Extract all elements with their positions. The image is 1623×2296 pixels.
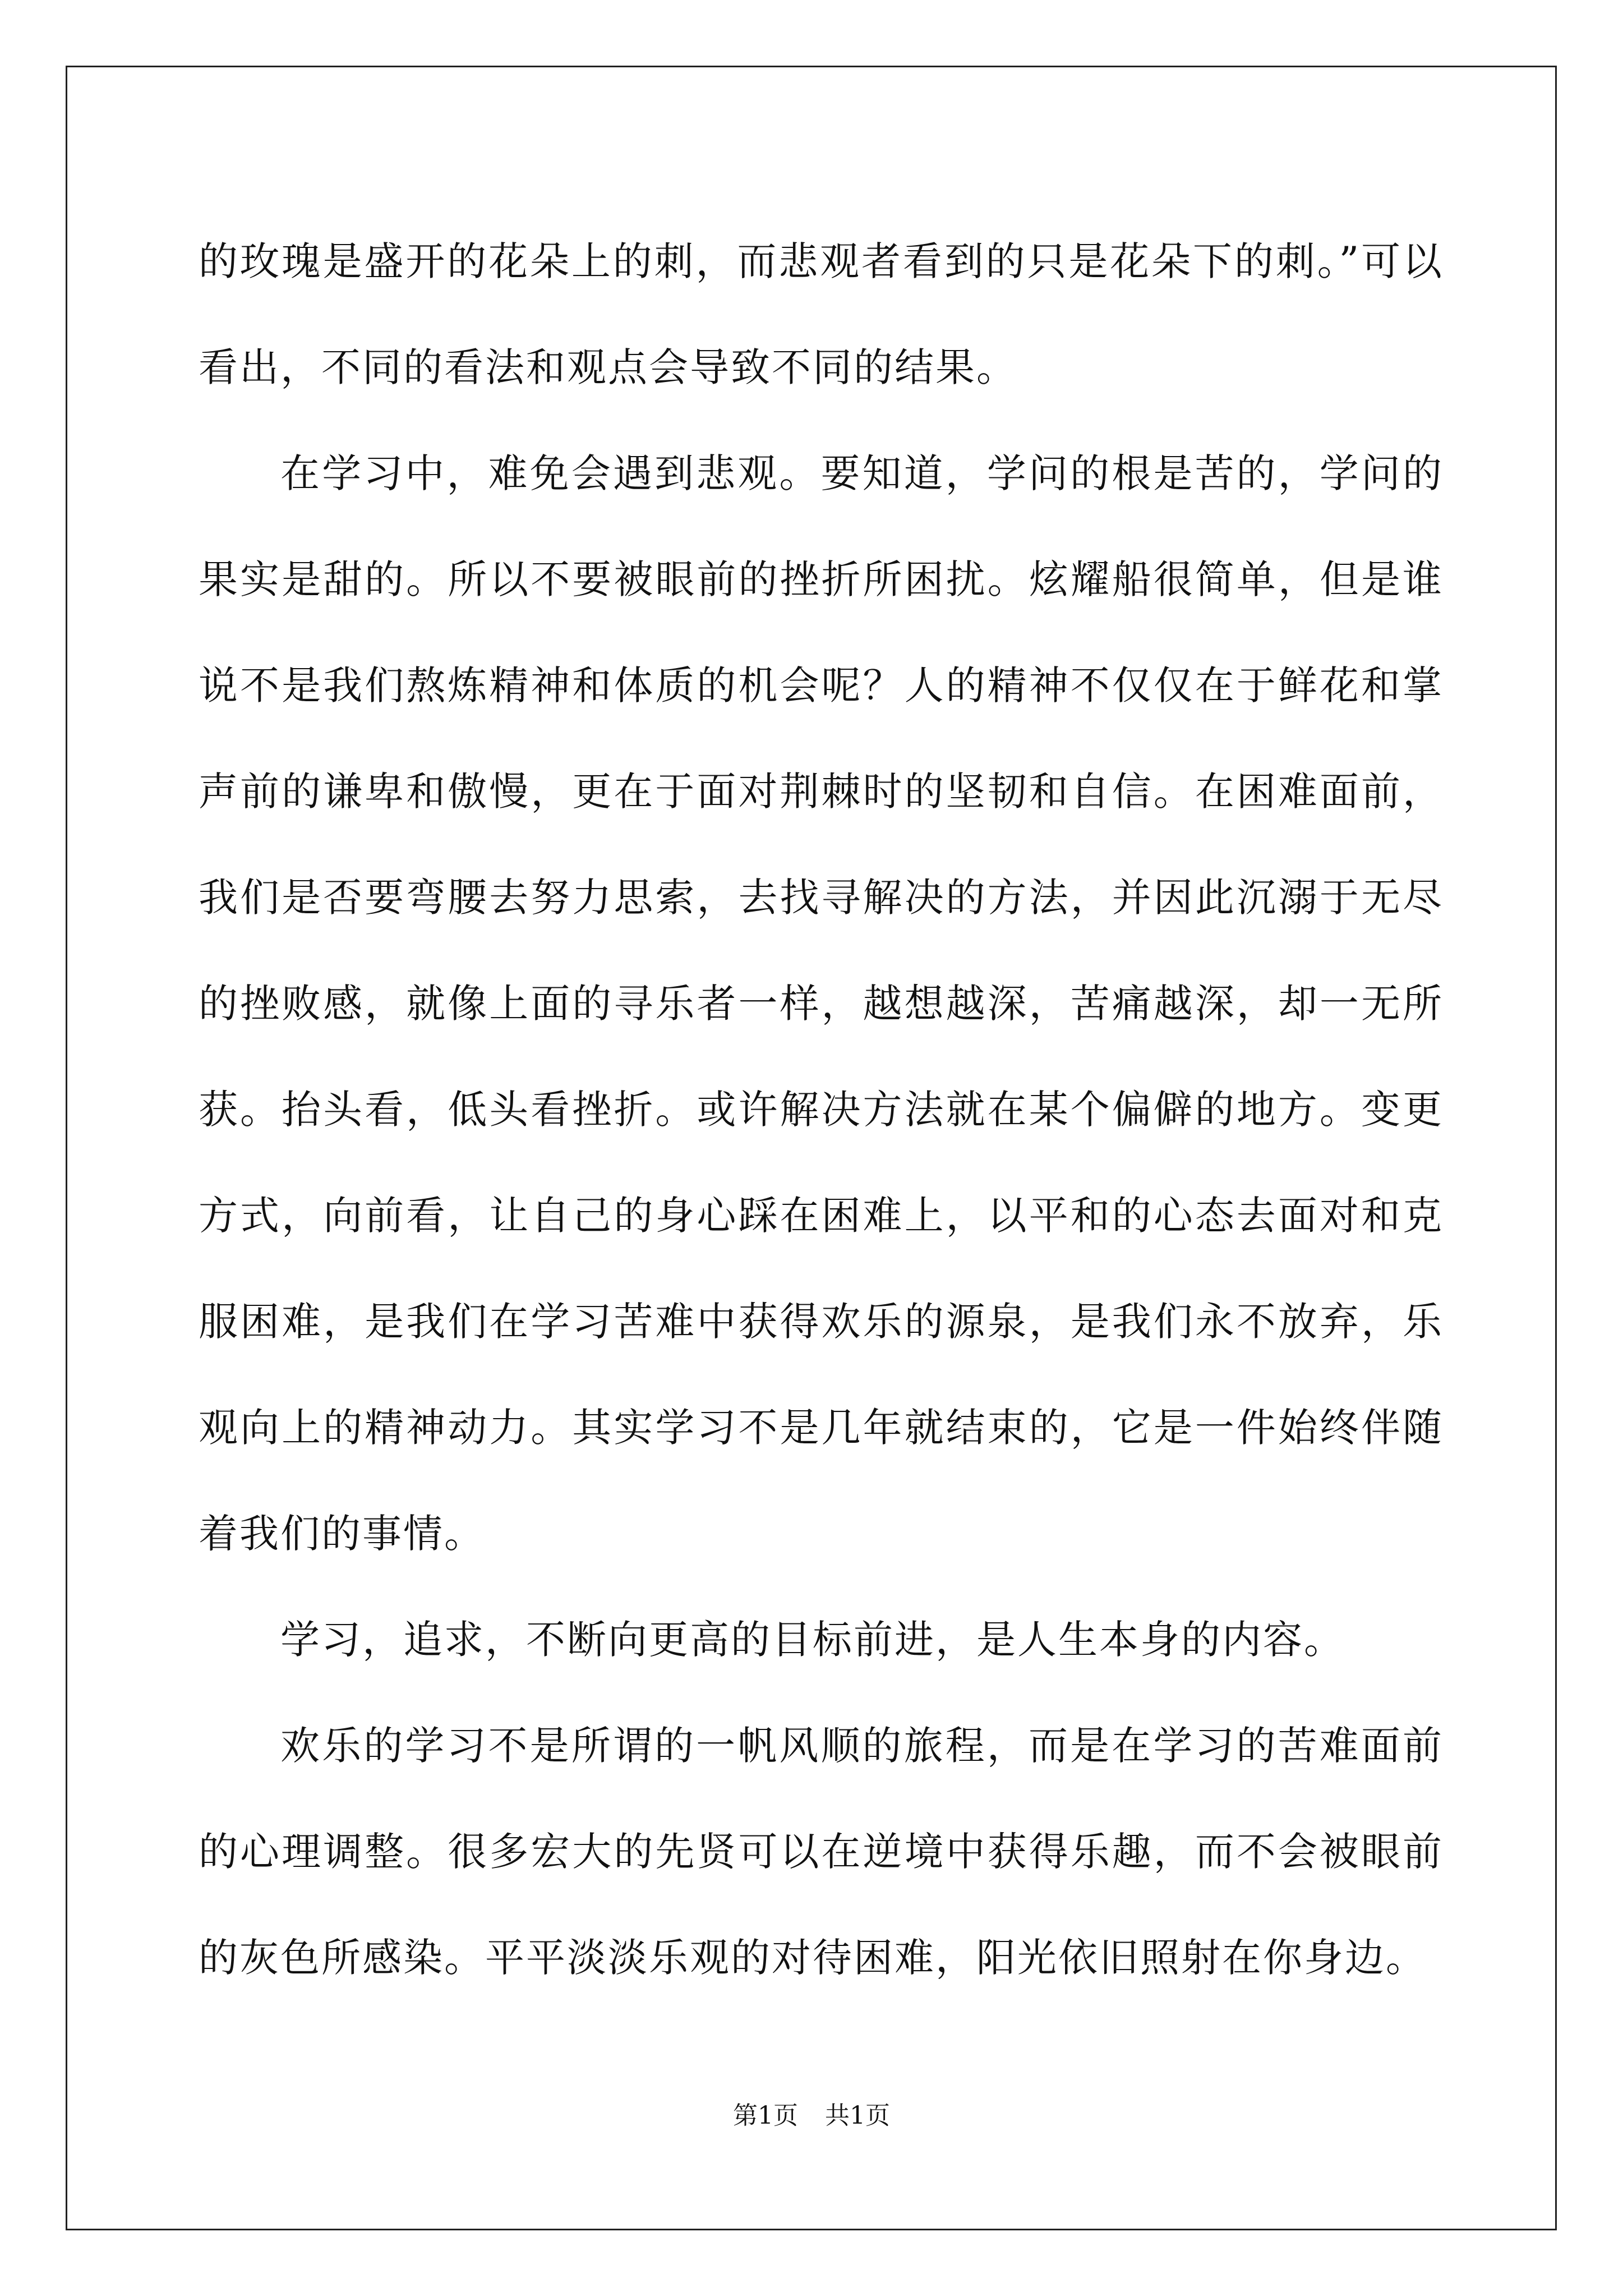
page-number-current: 第1页 (733, 2101, 798, 2130)
paragraph-1: 的玫瑰是盛开的花朵上的刺，而悲观者看到的只是花朵下的刺。”可以看出，不同的看法和观点会导致不同的结果。 (199, 238, 1444, 390)
page-footer (0, 2095, 1623, 2131)
paragraph-2: 在学习中，难免会遇到悲观。要知道，学问的根是苦的，学问的果实是甜的。所以不要被眼前的挫折所困扰。炫耀船很简单，但是谁说不是我们熬炼精神和体质的机会呢？人的精神不仅仅在于鲜花和掌声前的谦卑和傲慢，更在于面对荆棘时的坚韧和自信。在困难面前，我们是否要弯腰去努力思索，去找寻解决的方法，并因此沉溺于无尽的挫败感，就像上面的寻乐者一样，越想越深，苦痛越深，却一无所获。抬头看，低头看挫折。或许解决方法就在某个偏僻的地方。变更方式，向前看，让自己的身心踩在困难上，以平和的心态去面对和克服困难，是我们在学习苦难中获得欢乐的源泉，是我们永不放弃，乐观向上的精神动力。其实学习不是几年就结束的，它是一件始终伴随着我们的事情。 (199, 450, 1444, 1557)
page-number-total: 共1页 (825, 2101, 890, 2130)
document-body (199, 209, 1444, 2011)
paragraph-3: 学习，追求，不断向更高的目标前进，是人生本身的内容。 (280, 1617, 1345, 1663)
paragraph-4: 欢乐的学习不是所谓的一帆风顺的旅程，而是在学习的苦难面前的心理调整。很多宏大的先贤可以在逆境中获得乐趣，而不会被眼前的灰色所感染。平平淡淡乐观的对待困难，阳光依旧照射在你身边。 (199, 1723, 1444, 1981)
